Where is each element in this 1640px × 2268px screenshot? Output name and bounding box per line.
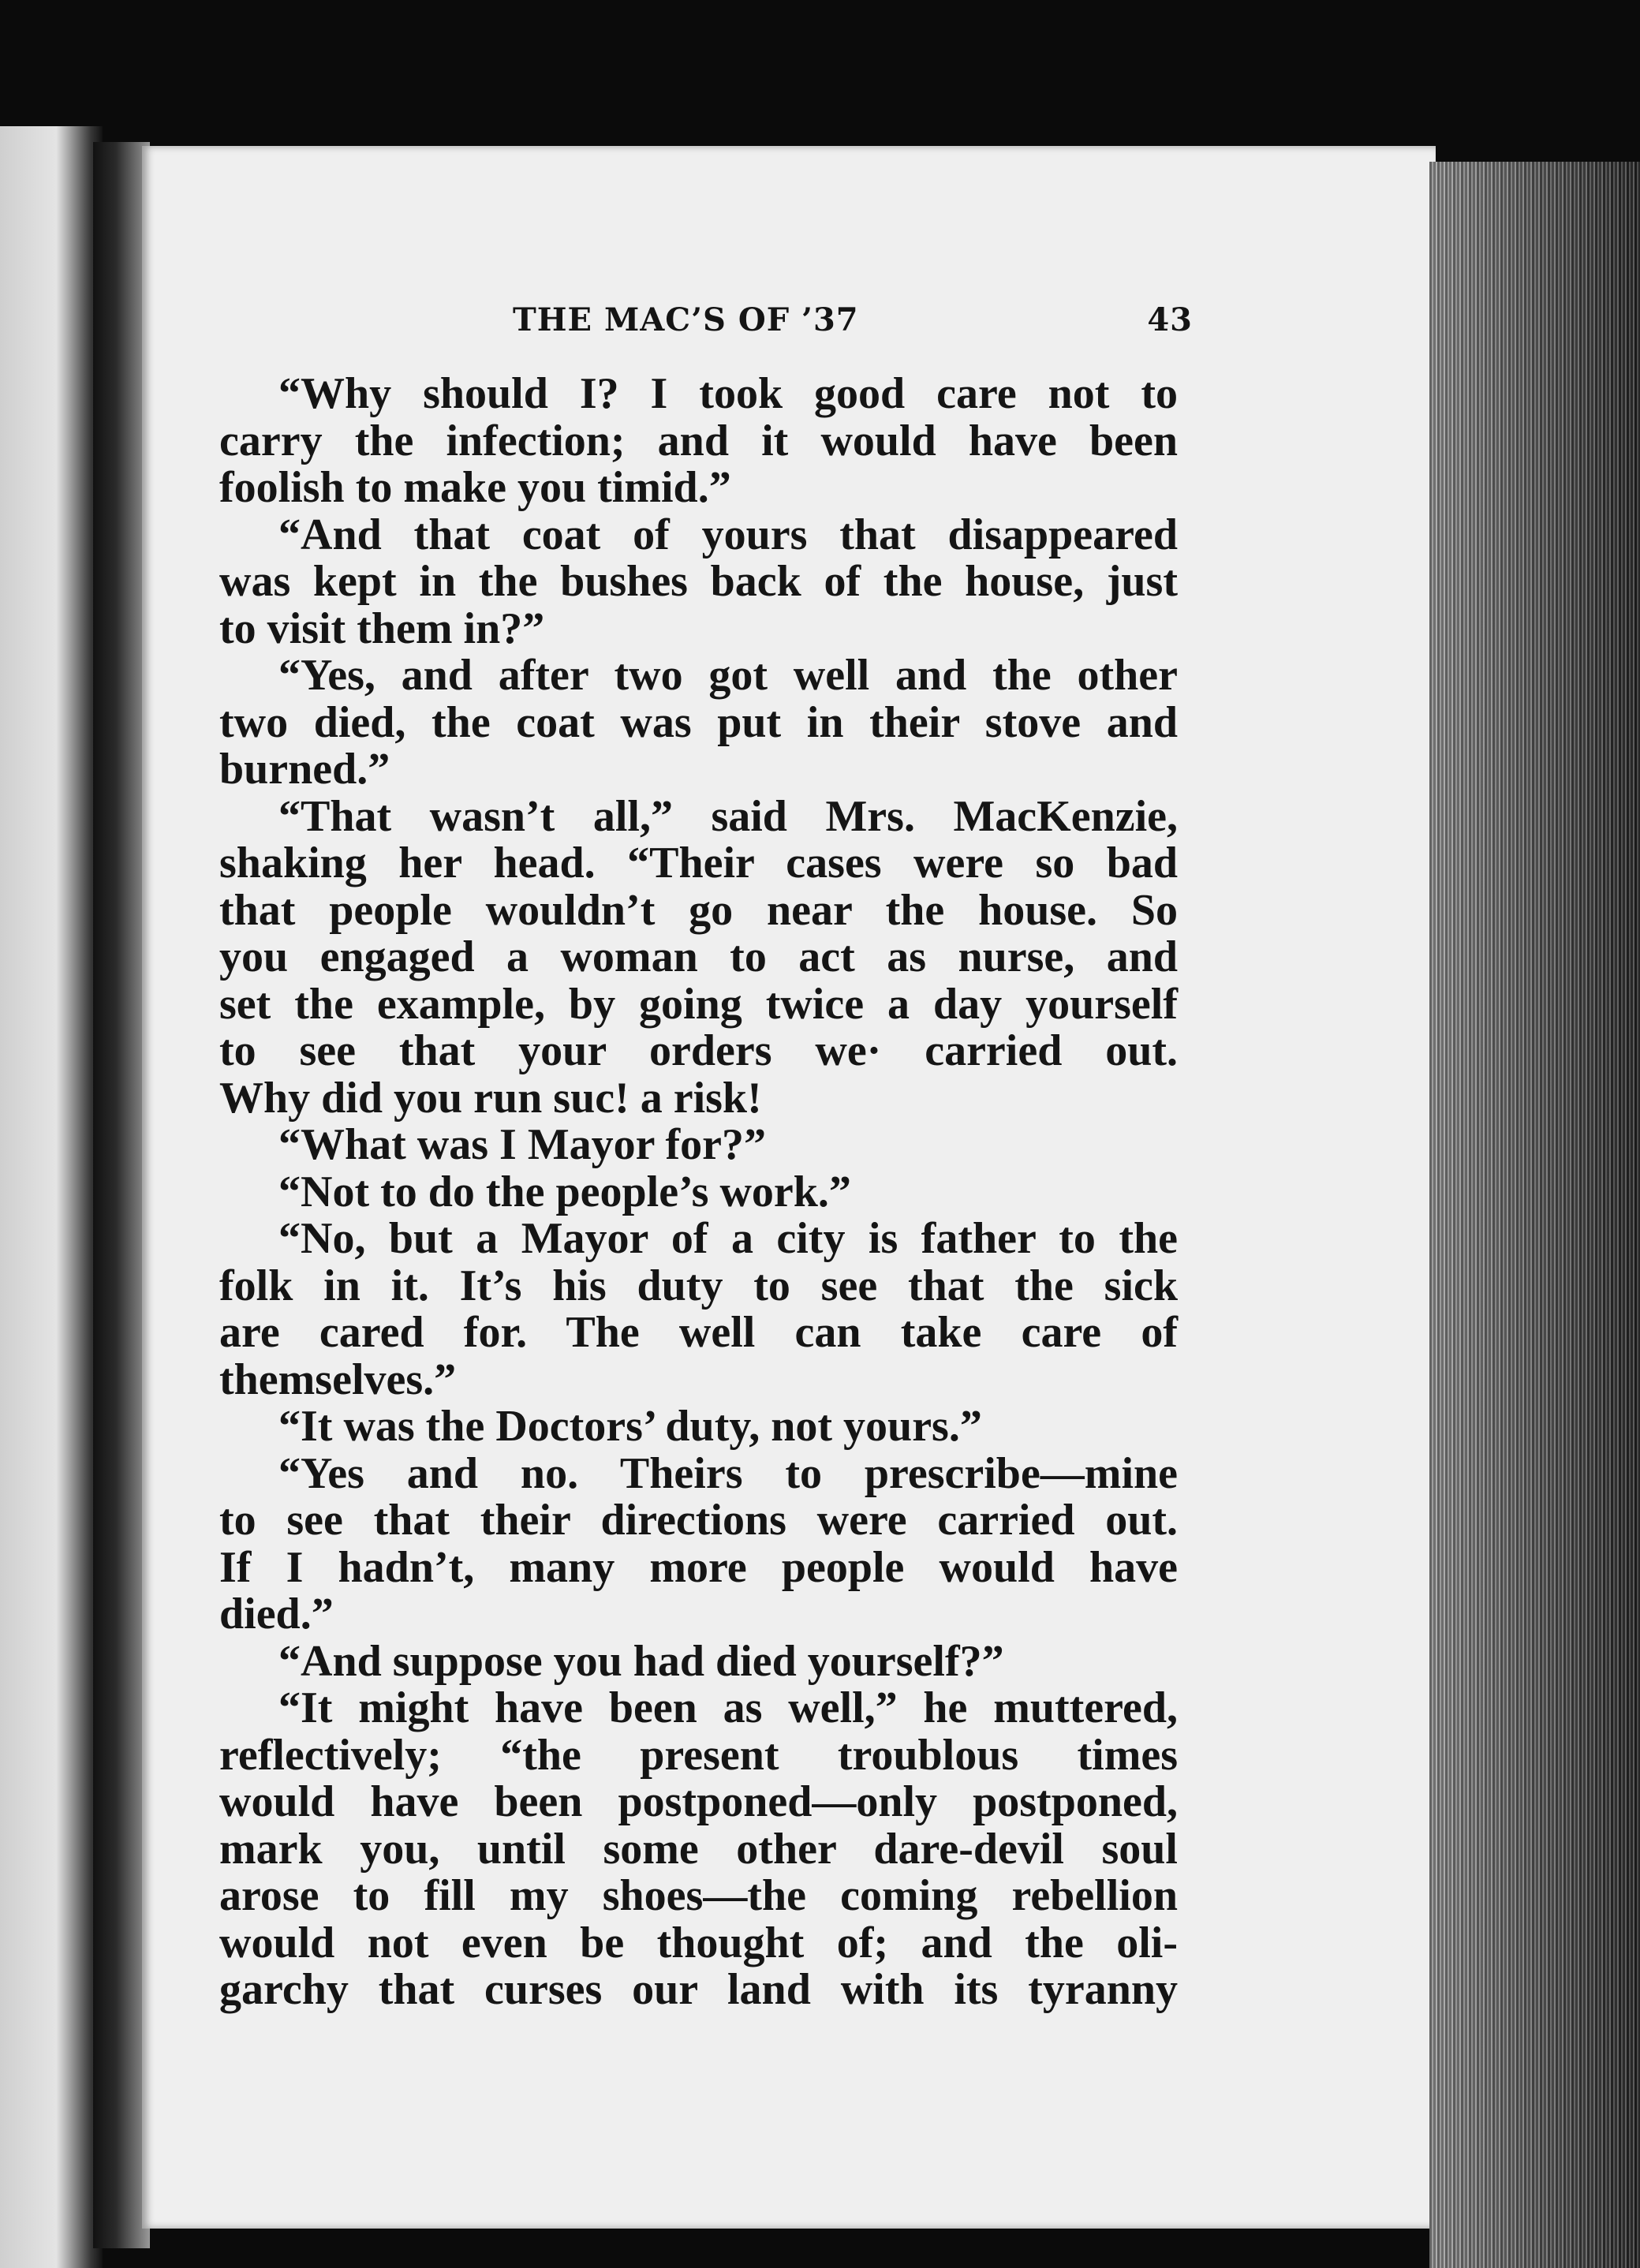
text-line: died.”	[219, 1590, 334, 1638]
text-line: “It might have been as well,” he muttered,	[278, 1683, 1178, 1732]
text-line: “It was the Doctors’ duty, not yours.”	[278, 1402, 982, 1451]
text-line: would have been postponed—only postponed,	[219, 1777, 1178, 1826]
text-line: reflectively; “the present troublous times	[219, 1730, 1178, 1780]
text-line: you engaged a woman to act as nurse, and	[219, 932, 1178, 981]
text-line: themselves.”	[219, 1354, 457, 1404]
text-line: Why did you run suc! a risk!	[219, 1073, 762, 1123]
page-number: 43	[1147, 301, 1193, 338]
facing-page-edge	[0, 126, 103, 2268]
text-line: “And that coat of yours that disappeared	[278, 510, 1178, 559]
text-line: “Not to do the people’s work.”	[278, 1167, 851, 1216]
text-line: “What was I Mayor for?”	[278, 1120, 767, 1169]
text-line: “Yes and no. Theirs to prescribe—mine	[278, 1448, 1178, 1498]
text-line: foolish to make you timid.”	[219, 463, 731, 512]
text-line: If I hadn’t, many more people would have	[219, 1542, 1178, 1592]
text-line: arose to fill my shoes—the coming rebellion	[219, 1871, 1178, 1920]
text-line: folk in it. It’s his duty to see that the sick	[219, 1261, 1178, 1310]
text-line: “Yes, and after two got well and the other	[278, 651, 1178, 700]
text-line: are cared for. The well can take care of	[219, 1308, 1178, 1357]
text-line: “Why should I? I took good care not to	[278, 369, 1178, 418]
text-line: would not even be thought of; and the oli-	[219, 1918, 1178, 1967]
text-line: to visit them in?”	[219, 603, 545, 653]
running-head	[513, 301, 1193, 349]
text-line: “That wasn’t all,” said Mrs. MacKenzie,	[278, 791, 1178, 841]
text-line: carry the infection; and it would have been	[219, 416, 1178, 465]
text-line: mark you, until some other dare-devil soul	[219, 1824, 1178, 1874]
text-line: “No, but a Mayor of a city is father to the	[278, 1214, 1178, 1263]
body-text	[219, 371, 1178, 2014]
running-title: THE MAC’S OF ’37	[513, 301, 859, 338]
text-line: was kept in the bushes back of the house, just	[219, 557, 1178, 606]
text-line: set the example, by going twice a day yourself	[219, 979, 1178, 1029]
text-line: two died, the coat was put in their stove and	[219, 697, 1178, 747]
page-block-edges	[1429, 162, 1640, 2268]
text-line: to see that their directions were carried out.	[219, 1496, 1178, 1545]
text-line: burned.”	[219, 745, 390, 794]
text-line: shaking her head. “Their cases were so bad	[219, 839, 1178, 887]
text-line: garchy that curses our land with its tyranny	[219, 1965, 1178, 2014]
text-line: “And suppose you had died yourself?”	[278, 1636, 1004, 1686]
text-line: that people wouldn’t go near the house. So	[219, 885, 1178, 935]
text-line: to see that your orders we· carried out.	[219, 1026, 1178, 1075]
